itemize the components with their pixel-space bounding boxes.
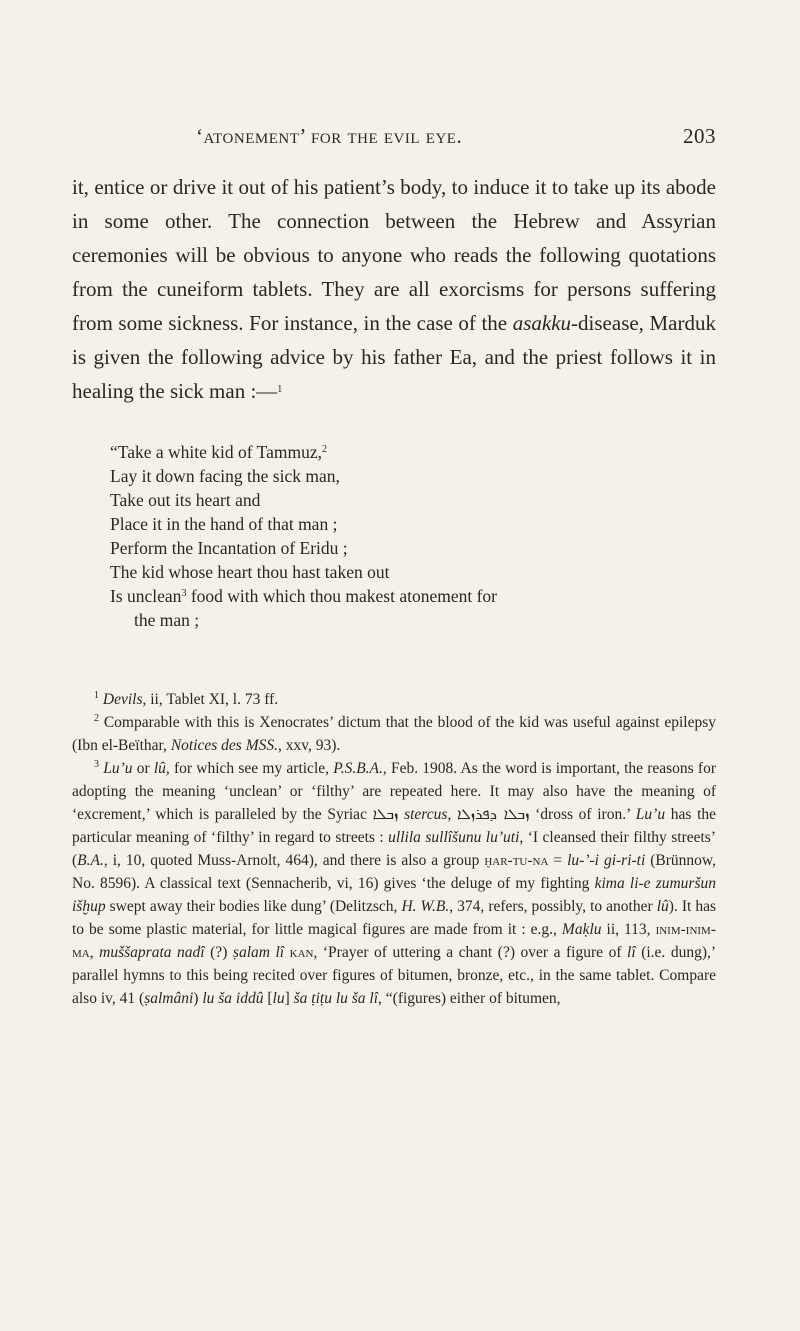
akkadian-phrase: lu ša iddû <box>202 990 264 1007</box>
note-text: ). It has to be some plastic material, for little magical figures are made from it : e.g., <box>72 898 717 938</box>
quote-line: the man ; <box>134 610 200 630</box>
footnote-mark: 1 <box>94 690 99 701</box>
note-text: [ <box>263 990 273 1007</box>
note-text: Comparable with this is Xenocrates’ dictum that the blood of the kid was useful against epilepsy (Ibn el-Beïthar, <box>72 714 716 754</box>
disease-term: asakku <box>512 311 572 335</box>
note-text: swept away their bodies like dung’ (Delitzsch, <box>105 898 402 915</box>
text-run: it, entice or drive it out of his patient’s body, to induce it to take up its abode in some other. The connection between the Hebrew and Assyrian ceremonies will be obvious to anyone who reads the following quotations from the cuneiform tablets. They are all exorcisms for persons suffering from some sickness. For instance, in the case of the <box>72 175 716 335</box>
akkadian-phrase: ša ṭiṭu lu ša lî <box>293 990 379 1007</box>
akkadian-phrase: lu-’-i gi-ri-ti <box>567 852 646 869</box>
footnote-mark: 3 <box>94 759 99 770</box>
note-text: ) <box>193 990 203 1007</box>
text-run: -disease, Marduk is given the following advice by his father Ea, and the priest follows it in healing the sick man :— <box>72 311 717 403</box>
quote-text: food with which thou makest atonement for <box>186 586 497 606</box>
note-text: , 374, refers, possibly, to another <box>449 898 657 915</box>
footnote-ref: 1 <box>277 384 283 395</box>
akkadian-phrase: ullila sullîšunu lu’uti <box>388 829 520 846</box>
latin-gloss: stercus <box>404 806 448 823</box>
quote-line: Place it in the hand of that man ; <box>110 514 338 534</box>
running-head <box>196 124 716 149</box>
footnote-mark: 2 <box>94 713 99 724</box>
footnote-ref: 2 <box>322 444 328 455</box>
quote-line: The kid whose heart thou hast taken out <box>110 562 390 582</box>
akkadian-phrase: muššaprata nadî <box>99 944 205 961</box>
cited-title: Maḳlu <box>561 921 602 938</box>
quote-text: “Take a white kid of Tammuz, <box>110 442 323 462</box>
sumerian-sign: inim-inim-ma <box>72 921 716 961</box>
quote-line: Lay it down facing the sick man, <box>110 466 340 486</box>
quote-text: Is unclean <box>110 586 182 606</box>
note-text: ii, 113, <box>601 921 656 938</box>
quote-line: Take out its heart and <box>110 490 261 510</box>
footnote-1 <box>72 688 716 711</box>
incantation-quote <box>110 440 716 632</box>
term: Lu’u <box>635 806 666 823</box>
note-text: , Feb. 1908. As the word is important, the reasons for adopting the meaning ‘unclean’ or ‘filthy’ are repeated here. It may also have the meaning of ‘excrement,’ which is paralleled by the Syriac <box>72 760 716 823</box>
quote-line <box>110 440 716 464</box>
akkadian-phrase: ṣalmâni <box>144 990 194 1007</box>
note-text: , for which see my article, <box>165 760 334 777</box>
sumerian-sign: kan <box>289 944 314 961</box>
footnote-3 <box>72 757 716 1010</box>
note-text: ‘dross of iron.’ <box>529 806 636 823</box>
note-text: , ‘I cleansed their filthy streets’ ( <box>72 829 716 869</box>
note-text: , ii, Tablet XI, l. 73 ff. <box>142 691 279 708</box>
syriac-word: ܙܒܠܐ ܕܦܪܙܠܐ <box>456 805 530 823</box>
akkadian-phrase: lu <box>272 990 285 1007</box>
note-text: , i, 10, quoted Muss-Arnolt, 464), and there is also a group <box>103 852 485 869</box>
term: lû <box>153 760 166 777</box>
note-text: (Brünnow, No. 8596). A classical text (Sennacherib, vi, 16) gives ‘the deluge of my fighting <box>72 852 716 892</box>
cited-title: Devils <box>102 691 143 708</box>
note-text: , ‘Prayer of uttering a chant (?) over a figure of <box>313 944 628 961</box>
note-text: (?) <box>204 944 233 961</box>
akkadian-phrase: kima li-e zumuršun išḫup <box>72 875 717 915</box>
term: lû <box>656 898 669 915</box>
footnote-2 <box>72 711 716 757</box>
note-text: , xxv, 93). <box>278 737 341 754</box>
note-text: (i.e. dung),’ parallel hymns to this being recited over figures of bitumen, bronze, etc., in the same tablet. Compare also iv, 41 ( <box>72 944 717 1007</box>
note-text: , <box>89 944 100 961</box>
footnotes <box>72 688 716 1010</box>
cited-title: Notices des MSS. <box>170 737 279 754</box>
note-text: = <box>548 852 568 869</box>
akkadian-phrase: lî <box>627 944 636 961</box>
running-title: ‘atonement’ for the evil eye. <box>196 124 463 148</box>
footnote-ref: 3 <box>181 588 187 599</box>
note-text: has the particular meaning of ‘filthy’ in regard to streets : <box>72 806 717 846</box>
term: Lu’u <box>103 760 133 777</box>
akkadian-phrase: ṣalam lî <box>232 944 285 961</box>
quote-line <box>110 584 716 608</box>
cited-title: H. W.B. <box>401 898 450 915</box>
note-text: , <box>447 806 457 823</box>
note-text: , “(figures) either of bitumen, <box>378 990 561 1007</box>
cited-title: B.A. <box>77 852 104 869</box>
page-number: 203 <box>683 124 716 148</box>
note-text: ] <box>284 990 294 1007</box>
note-text: or <box>132 760 154 777</box>
cited-title: P.S.B.A. <box>333 760 383 777</box>
quote-line: Perform the Incantation of Eridu ; <box>110 538 348 558</box>
paragraph-1 <box>72 170 716 408</box>
sumerian-sign: ḫar-tu-na <box>484 852 549 869</box>
syriac-word: ܙܒܠܐ <box>372 805 399 823</box>
main-paragraph <box>72 170 716 408</box>
